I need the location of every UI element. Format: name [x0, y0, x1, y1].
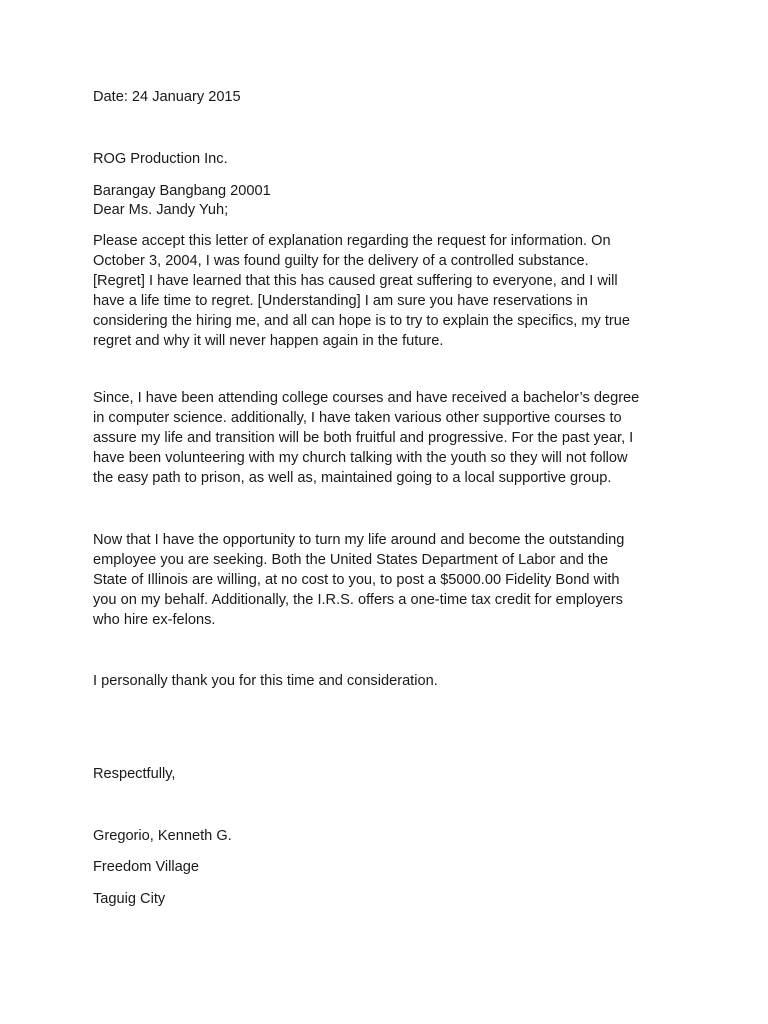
paragraph-2-line: in computer science. additionally, I have taken various other supportive courses to: [93, 410, 622, 426]
paragraph-3-line: Now that I have the opportunity to turn my life around and become the outstanding: [93, 532, 625, 548]
paragraph-1-line: have a life time to regret. [Understanding] I am sure you have reservations in: [93, 293, 588, 309]
paragraph-3-line: State of Illinois are willing, at no cost to you, to post a $5000.00 Fidelity Bond with: [93, 572, 620, 588]
paragraph-1-line: October 3, 2004, I was found guilty for the delivery of a controlled substance.: [93, 253, 589, 269]
paragraph-2-line: have been volunteering with my church talking with the youth so they will not follow: [93, 450, 628, 466]
closing: Respectfully,: [93, 766, 176, 782]
paragraph-1-line: regret and why it will never happen again in the future.: [93, 333, 444, 349]
paragraph-2-line: the easy path to prison, as well as, maintained going to a local supportive group.: [93, 470, 612, 486]
paragraph-2-line: Since, I have been attending college courses and have received a bachelor’s degree: [93, 390, 640, 406]
recipient-address: Barangay Bangbang 20001: [93, 183, 271, 199]
signer-address-line-1: Freedom Village: [93, 859, 199, 875]
salutation: Dear Ms. Jandy Yuh;: [93, 202, 229, 218]
paragraph-2: [93, 388, 673, 488]
signer-name: Gregorio, Kenneth G.: [93, 828, 232, 844]
signer-address-line-2: Taguig City: [93, 891, 166, 907]
paragraph-2-line: assure my life and transition will be both fruitful and progressive. For the past year, I: [93, 430, 634, 446]
recipient-company: ROG Production Inc.: [93, 151, 228, 167]
paragraph-1-line: Please accept this letter of explanation regarding the request for information. On: [93, 233, 611, 249]
paragraph-3-line: you on my behalf. Additionally, the I.R.S. offers a one-time tax credit for employers: [93, 592, 623, 608]
paragraph-3: [93, 530, 673, 630]
paragraph-3-line: who hire ex-felons.: [93, 612, 216, 628]
paragraph-1-line: considering the hiring me, and all can hope is to try to explain the specifics, my true: [93, 313, 631, 329]
thanks-line: I personally thank you for this time and consideration.: [93, 673, 438, 689]
paragraph-3-line: employee you are seeking. Both the United States Department of Labor and the: [93, 552, 609, 568]
letter-date: Date: 24 January 2015: [93, 89, 241, 105]
paragraph-1: [93, 231, 673, 351]
paragraph-1-line: [Regret] I have learned that this has caused great suffering to everyone, and I will: [93, 273, 618, 289]
